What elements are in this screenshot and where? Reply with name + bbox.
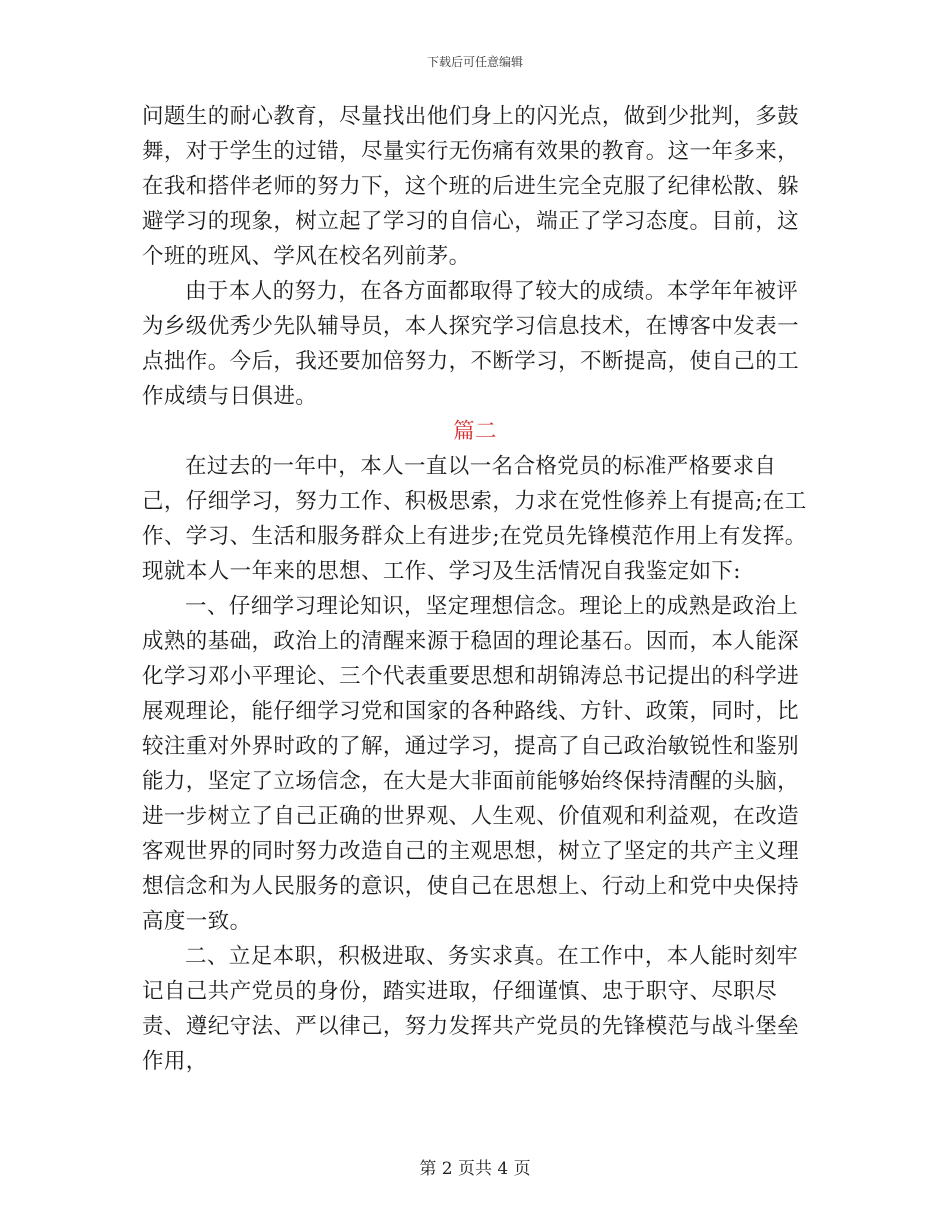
paragraph-3: 在过去的一年中，本人一直以一名合格党员的标准严格要求自己，仔细学习，努力工作、积极思索，力求在党性修养上有提高;在工作、学习、生活和服务群众上有进步;在党员先锋模范作用上有发挥。现就本人一年来的思想、工作、学习及生活情况自我鉴定如下: [142, 454, 807, 584]
paragraph-4: 一、仔细学习理论知识，坚定理想信念。理论上的成熟是政治上成熟的基础，政治上的清醒来源于稳固的理论基石。因而，本人能深化学习邓小平理论、三个代表重要思想和胡锦涛总书记提出的科学进展观理论，能仔细学习党和国家的各种路线、方针、政策，同时，比较注重对外界时政的了解，通过学习，提高了自己政治敏锐性和鉴别能力，坚定了立场信念，在大是大非面前能够始终保持清醒的头脑，进一步树立了自己正确的世界观、人生观、价值观和利益观，在改造客观世界的同时努力改造自己的主观思想，树立了坚定的共产主义理想信念和为人民服务的意识，使自己在思想上、行动上和党中央保持高度一致。 [142, 594, 800, 934]
document-body [142, 99, 808, 1079]
page-header: 下载后可任意编辑 [426, 55, 523, 69]
section-title: 篇二 [453, 419, 497, 444]
paragraph-2: 由于本人的努力，在各方面都取得了较大的成绩。本学年年被评为乡级优秀少先队辅导员，本人探究学习信息技术，在博客中发表一点拙作。今后，我还要加倍努力，不断学习，不断提高，使自己的工作成绩与日俱进。 [142, 279, 800, 409]
paragraph-1: 问题生的耐心教育，尽量找出他们身上的闪光点，做到少批判，多鼓舞，对于学生的过错，尽量实行无伤痛有效果的教育。这一年多来，在我和搭伴老师的努力下，这个班的后进生完全克服了纪律松散、躲避学习的现象，树立起了学习的自信心，端正了学习态度。目前，这个班的班风、学风在校名列前茅。 [142, 104, 800, 269]
page-footer: 第 2 页共 4 页 [419, 1159, 531, 1179]
paragraph-5: 二、立足本职，积极进取、务实求真。在工作中，本人能时刻牢记自己共产党员的身份，踏实进取，仔细谨慎、忠于职守、尽职尽责、遵纪守法、严以律己，努力发挥共产党员的先锋模范与战斗堡垒作用， [142, 944, 800, 1074]
